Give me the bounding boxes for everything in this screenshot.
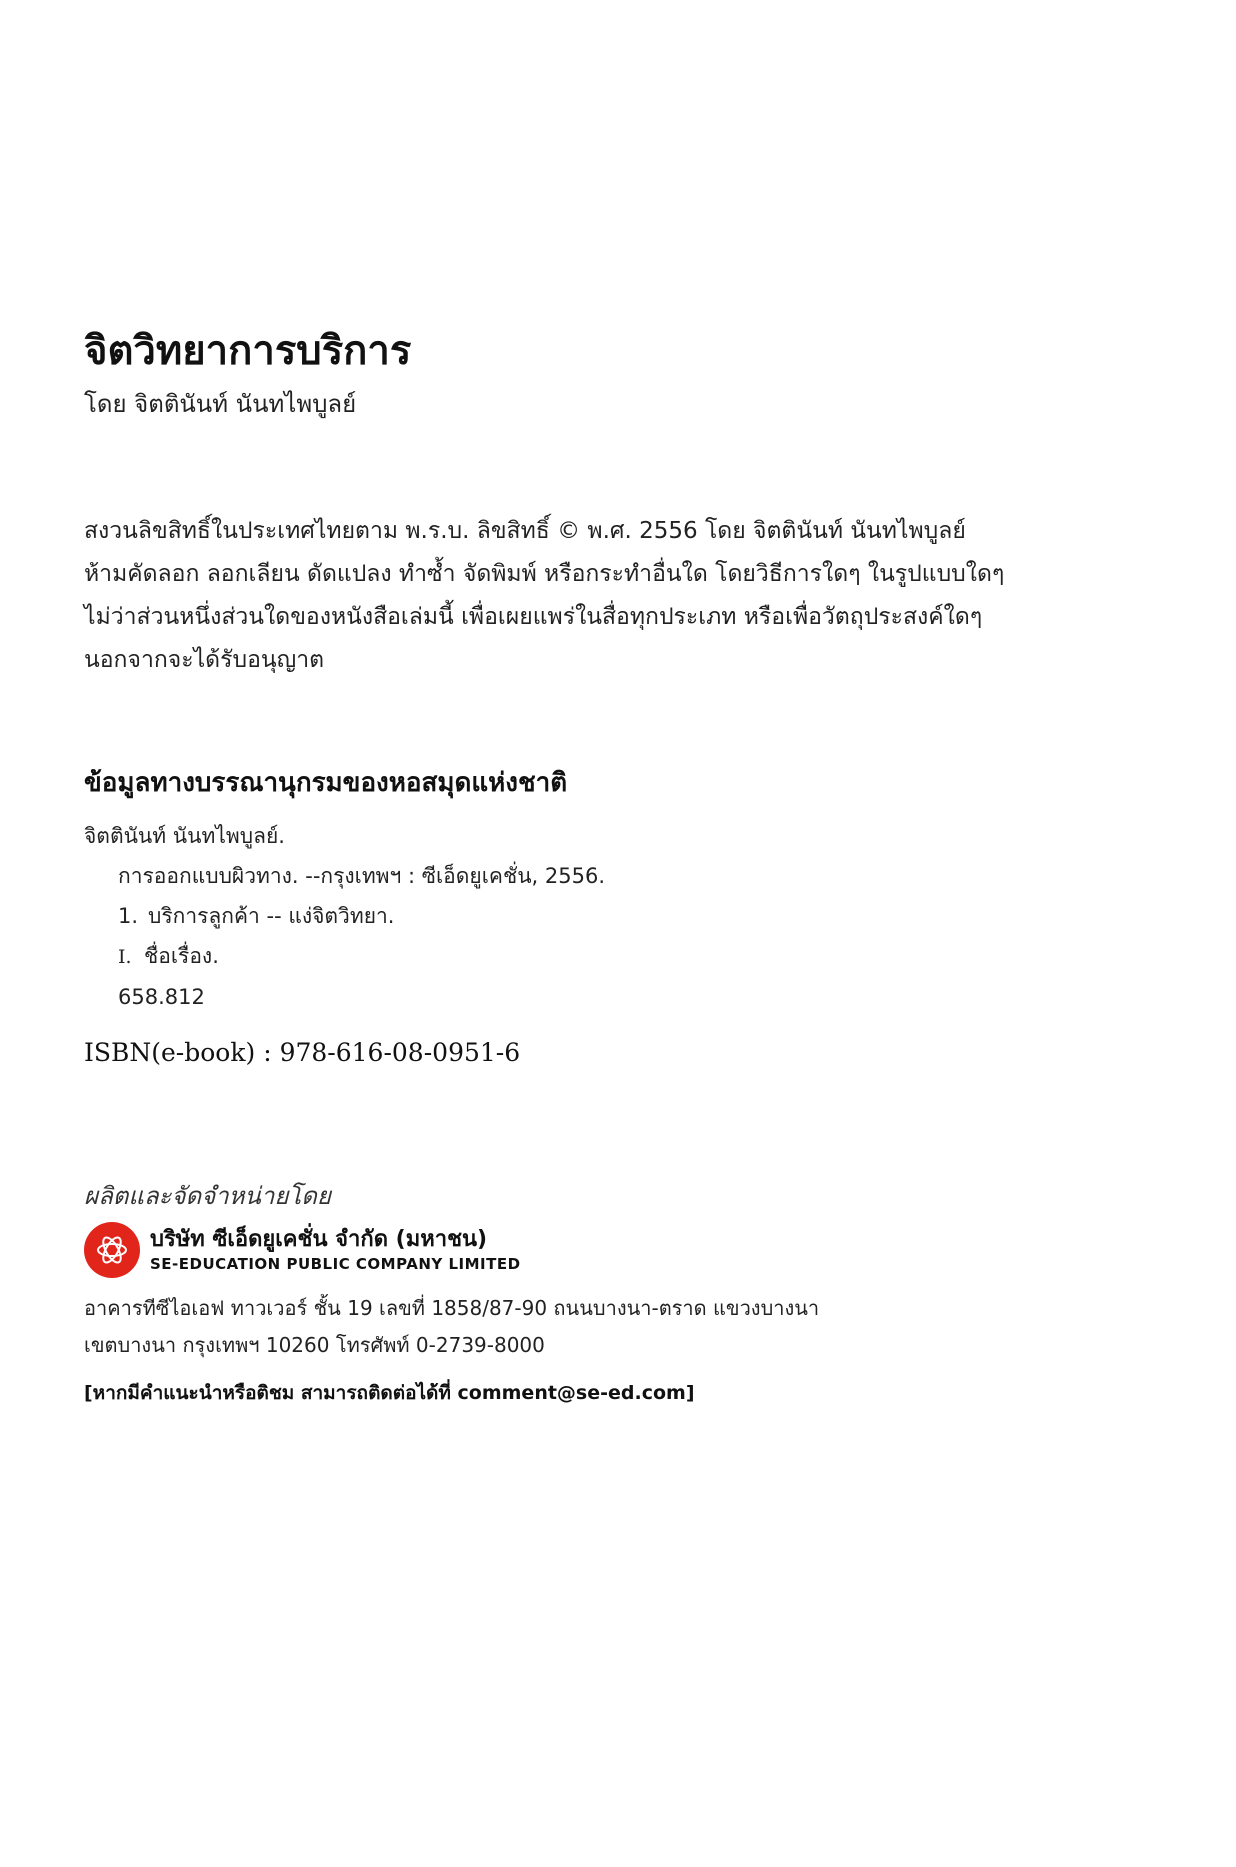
book-title: จิตวิทยาการบริการ — [84, 327, 412, 374]
isbn: ISBN(e-book) : 978-616-08-0951-6 — [84, 1038, 521, 1067]
producer-label: ผลิตและจัดจำหน่ายโดย — [84, 1182, 331, 1210]
cip-heading: ข้อมูลทางบรรณานุกรมของหอสมุดแห่งชาติ — [84, 768, 568, 798]
publisher-address — [84, 1290, 819, 1364]
cip-title-entry — [84, 936, 605, 977]
publisher-block — [84, 1222, 521, 1278]
copyright-line: นอกจากจะได้รับอนุญาต — [84, 647, 325, 673]
copyright-page — [84, 0, 1164, 1867]
cip-author: จิตตินันท์ นันทไพบูลย์. — [84, 824, 285, 848]
cip-subject-entry — [84, 896, 605, 936]
cip-subject-number: 1. — [118, 904, 139, 928]
cip-subject: บริการลูกค้า -- แง่จิตวิทยา. — [148, 904, 395, 928]
cip-imprint: การออกแบบผิวทาง. --กรุงเทพฯ : ซีเอ็ดยูเคชั่น, 2556. — [118, 864, 606, 888]
copyright-line: ไม่ว่าส่วนหนึ่งส่วนใดของหนังสือเล่มนี้ เพื่อเผยแพร่ในสื่อทุกประเภท หรือเพื่อวัตถุประสงค์ใดๆ — [84, 604, 983, 630]
address-line: เขตบางนา กรุงเทพฯ 10260 โทรศัพท์ 0-2739-8000 — [84, 1333, 545, 1357]
contact-note: [หากมีคำแนะนำหรือติชม สามารถติดต่อได้ที่ comment@se-ed.com] — [84, 1382, 695, 1404]
publisher-name-en: SE-EDUCATION PUBLIC COMPANY LIMITED — [150, 1255, 521, 1273]
copyright-line: ห้ามคัดลอก ลอกเลียน ดัดแปลง ทำซ้ำ จัดพิมพ์ หรือกระทำอื่นใด โดยวิธีการใดๆ ในรูปแบบใดๆ — [84, 561, 1005, 587]
cip-title: ชื่อเรื่อง. — [144, 944, 219, 968]
se-ed-logo-icon — [84, 1222, 140, 1278]
copyright-notice — [84, 510, 1184, 682]
cip-classification: 658.812 — [118, 985, 205, 1009]
cip-title-number: I. — [118, 946, 132, 968]
publisher-name-th: บริษัท ซีเอ็ดยูเคชั่น จำกัด (มหาชน) — [150, 1227, 488, 1252]
author-byline: โดย จิตตินันท์ นันทไพบูลย์ — [84, 390, 357, 418]
address-line: อาคารทีซีไอเอฟ ทาวเวอร์ ชั้น 19 เลขที่ 1858/87-90 ถนนบางนา-ตราด แขวงบางนา — [84, 1296, 820, 1320]
cip-block — [84, 816, 605, 1017]
copyright-line: สงวนลิขสิทธิ์ในประเทศไทยตาม พ.ร.บ. ลิขสิทธิ์ © พ.ศ. 2556 โดย จิตตินันท์ นันทไพบูลย์ — [84, 518, 966, 544]
